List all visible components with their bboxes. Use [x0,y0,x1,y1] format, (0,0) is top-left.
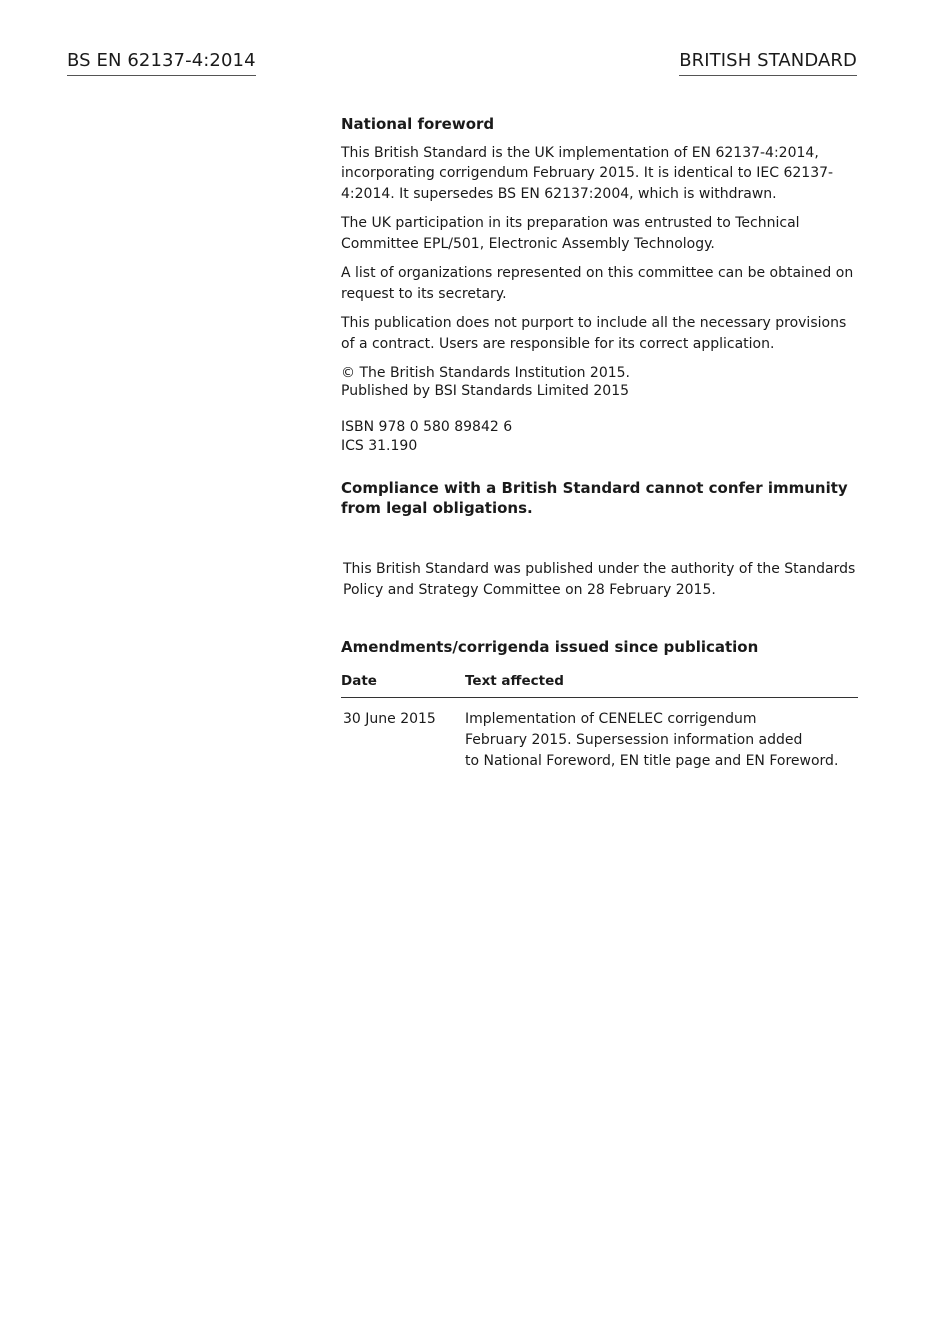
foreword-section [341,114,861,772]
foreword-paragraph-implementation: This British Standard is the UK implementation of EN 62137-4:2014, incorporating corrigendum February 2015. It is identical to IEC 62137-4:2014. It supersedes BS EN 62137:2004, which is withdrawn. [341,144,834,202]
identifier-block [341,418,861,456]
column-header-date: Date [341,671,465,698]
authority-statement: This British Standard was published under the authority of the Standards Policy and Strategy Committee on 28 February 2015. [343,561,856,598]
foreword-title: National foreword [341,115,495,133]
amendments-table [341,671,858,773]
amendment-date: 30 June 2015 [343,711,436,727]
document-code: BS EN 62137-4:2014 [67,50,256,76]
foreword-paragraph-participation: The UK participation in its preparation was entrusted to Technical Committee EPL/501, Electronic Assembly Technology. [341,215,800,252]
publisher-line: Published by BSI Standards Limited 2015 [341,383,630,399]
isbn-line: ISBN 978 0 580 89842 6 [341,419,513,435]
amendment-text-line: February 2015. Supersession information added [465,732,803,748]
amendment-text-line: Implementation of CENELEC corrigendum [465,711,757,727]
table-row [341,698,858,773]
amendment-text [465,698,858,773]
compliance-statement: Compliance with a British Standard cannot confer immunity from legal obligations. [341,479,848,517]
foreword-paragraph-provisions: This publication does not purport to include all the necessary provisions of a contract. Users are responsible for its correct application. [341,315,847,352]
copyright-block [341,364,861,400]
amendments-title: Amendments/corrigenda issued since publication [341,638,759,656]
ics-line: ICS 31.190 [341,438,418,454]
column-header-text-affected: Text affected [465,671,858,698]
amendment-text-line: to National Foreword, EN title page and EN Foreword. [465,753,839,769]
copyright-line: © The British Standards Institution 2015. [341,365,631,381]
foreword-paragraph-organizations: A list of organizations represented on this committee can be obtained on request to its secretary. [341,265,854,302]
document-type: BRITISH STANDARD [679,50,857,76]
amendments-header-row [341,671,858,698]
